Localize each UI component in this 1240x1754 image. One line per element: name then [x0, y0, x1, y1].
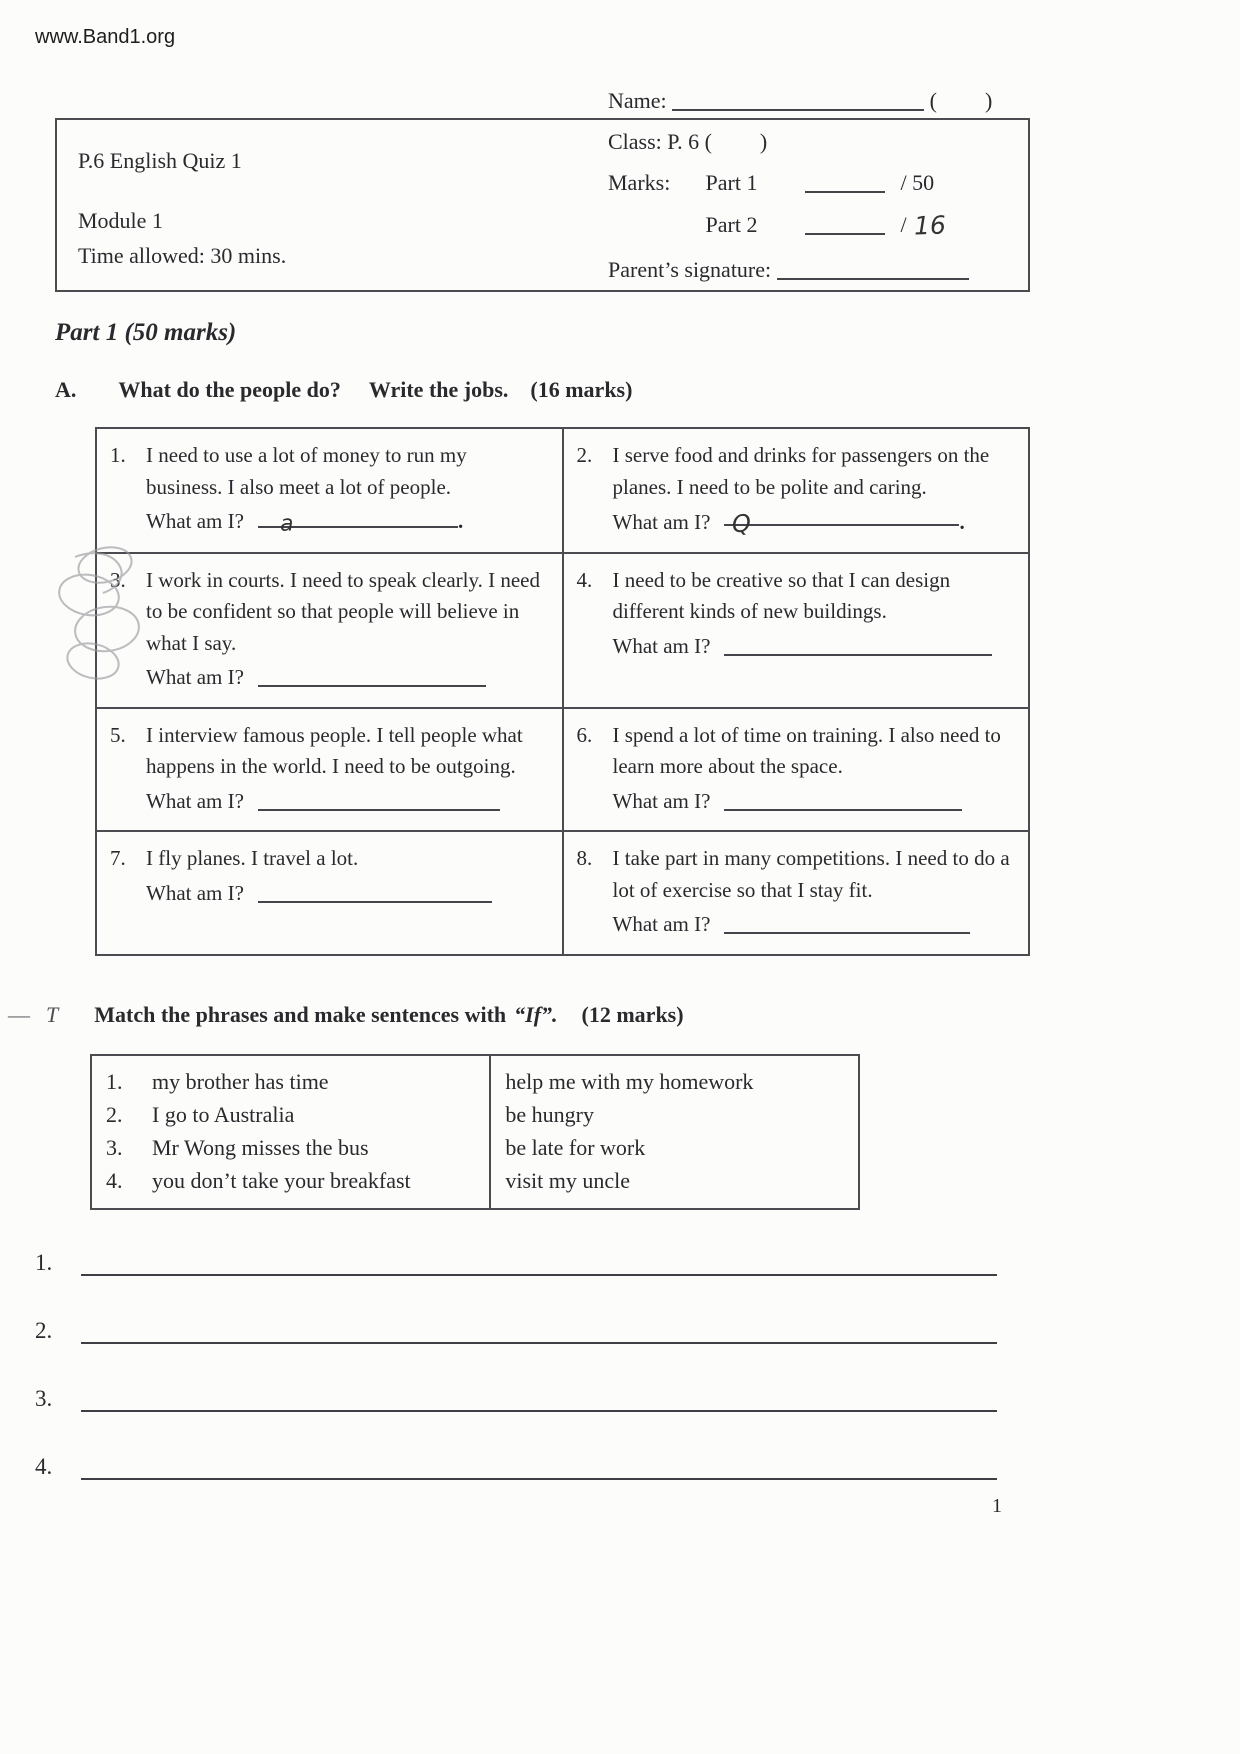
handwritten-part2-score: 16: [913, 210, 947, 241]
marks-label: Marks:: [608, 170, 671, 195]
what-am-i-prompt: What am I?: [146, 788, 244, 813]
answer-row: [35, 1318, 997, 1344]
marks-part2-line: [608, 211, 1058, 243]
scan-mark-dash: —: [8, 1001, 30, 1027]
what-am-i-prompt: What am I?: [612, 633, 711, 658]
jobs-table-wrap: [95, 427, 1030, 956]
job-number: 6.: [576, 722, 593, 747]
answer-writing-line: [81, 1318, 997, 1344]
answer-row: [35, 1386, 997, 1412]
job-item-8: [563, 831, 1030, 955]
name-line: [608, 88, 1058, 120]
answer-row: [35, 1454, 997, 1480]
answer-blank: [724, 914, 970, 934]
jobs-row-4: [96, 831, 1029, 955]
what-am-i-prompt: What am I?: [612, 788, 711, 813]
match-item-text: my brother has time: [152, 1068, 329, 1094]
part1-score-blank: [805, 173, 885, 193]
job-description: I interview famous people. I tell people what happens in the world. I need to be outgoing.: [146, 722, 523, 778]
answer-number: 2.: [35, 1317, 53, 1343]
header-right-column: [608, 88, 1058, 298]
trailing-period: .: [959, 510, 965, 534]
answer-blank: [724, 636, 992, 656]
class-label: Class: P. 6 (: [608, 129, 712, 154]
job-item-4: [563, 553, 1030, 708]
part1-title: Part 1 (50 marks): [55, 319, 237, 346]
match-left-item: [106, 1098, 475, 1131]
match-left-item: [106, 1065, 475, 1098]
job-description: I fly planes. I travel a lot.: [146, 846, 359, 870]
trailing-period: .: [457, 509, 464, 533]
match-left-item: [106, 1131, 475, 1164]
handwritten-answer: Q: [731, 509, 752, 539]
section-a-marks: (16 marks): [530, 377, 633, 402]
answer-number: 4.: [35, 1453, 53, 1479]
job-item-6: [563, 708, 1030, 832]
jobs-row-2: [96, 553, 1029, 708]
match-left-column: [91, 1055, 490, 1209]
part2-total: /: [900, 212, 907, 237]
sentence-answers: [35, 1250, 997, 1480]
answer-blank: [258, 667, 486, 687]
name-label: Name:: [608, 88, 667, 113]
job-description: I need to use a lot of money to run my business. I also meet a lot of people.: [146, 443, 467, 499]
job-item-5: [96, 708, 563, 832]
match-item-text: I go to Australia: [152, 1101, 295, 1127]
match-left-item: [106, 1164, 475, 1197]
part2-score-blank: [805, 215, 885, 235]
section-a-instruction: Write the jobs.: [368, 377, 509, 402]
match-item-number: 3.: [106, 1134, 123, 1160]
right-paren: ): [759, 129, 768, 154]
section-a-question: What do the people do?: [118, 377, 341, 402]
job-item-3: [96, 553, 563, 708]
handwritten-answer: a: [279, 511, 294, 537]
answer-writing-line: [81, 1250, 997, 1276]
if-word: “If”.: [514, 1001, 558, 1027]
answer-blank: [724, 506, 959, 539]
job-item-2: [563, 428, 1030, 553]
page-number: 1: [992, 1495, 1002, 1517]
job-number: 1.: [110, 443, 126, 467]
section-b-label: T: [46, 1001, 59, 1027]
answer-number: 1.: [35, 1249, 53, 1275]
job-description: I work in courts. I need to speak clearly. I need to be confident so that people will believe in what I say.: [146, 567, 540, 655]
job-number: 8.: [576, 846, 593, 870]
class-line: [608, 129, 1058, 161]
quiz-header: [0, 0, 1240, 305]
job-number: 3.: [110, 567, 126, 592]
marks-part1-line: [608, 170, 1058, 202]
part1-label: Part 1: [705, 170, 758, 195]
right-paren: ): [984, 88, 993, 113]
match-right-item: be late for work: [505, 1134, 646, 1160]
job-description: I need to be creative so that I can design different kinds of new buildings.: [612, 567, 951, 623]
answer-blank: [258, 883, 492, 903]
job-description: I serve food and drinks for passengers on the planes. I need to be polite and caring.: [612, 443, 990, 499]
answer-blank: [724, 791, 962, 811]
answer-number: 3.: [35, 1385, 53, 1411]
jobs-row-3: [96, 708, 1029, 832]
match-row: [91, 1055, 859, 1209]
what-am-i-prompt: What am I?: [146, 880, 244, 905]
match-item-number: 2.: [106, 1101, 123, 1127]
job-number: 7.: [110, 846, 126, 870]
jobs-row-1: [96, 428, 1029, 553]
match-item-text: you don’t take your breakfast: [152, 1167, 411, 1193]
job-number: 5.: [110, 722, 126, 747]
match-right-item: be hungry: [505, 1101, 594, 1127]
what-am-i-prompt: What am I?: [146, 665, 244, 689]
answer-row: [35, 1250, 997, 1276]
time-allowed-label: Time allowed: 30 mins.: [78, 243, 287, 268]
section-b-heading-row: [8, 1002, 1240, 1028]
part1-total: / 50: [900, 170, 935, 195]
jobs-table: [95, 427, 1030, 956]
left-paren: (: [929, 88, 937, 113]
job-number: 2.: [576, 443, 593, 467]
signature-line: [608, 257, 1058, 289]
job-description: I spend a lot of time on training. I also need to learn more about the space.: [612, 722, 1001, 778]
section-b-marks: (12 marks): [581, 1001, 684, 1027]
section-a-heading: [55, 377, 1240, 403]
module-label: Module 1: [78, 208, 163, 233]
quiz-title: P.6 English Quiz 1: [78, 148, 242, 173]
job-item-7: [96, 831, 563, 955]
match-right-column: [490, 1055, 859, 1209]
header-left-column: [78, 148, 286, 269]
answer-blank: [258, 508, 458, 537]
parent-signature-label: Parent’s signature:: [608, 257, 772, 282]
match-item-number: 4.: [106, 1167, 123, 1193]
section-b-heading: Match the phrases and make sentences with: [94, 1001, 507, 1027]
what-am-i-prompt: What am I?: [612, 912, 711, 936]
section-a-label: A.: [55, 377, 77, 402]
job-number: 4.: [576, 567, 593, 592]
job-item-1: [96, 428, 563, 553]
what-am-i-prompt: What am I?: [146, 509, 244, 533]
what-am-i-prompt: What am I?: [612, 510, 711, 534]
name-blank: [672, 91, 924, 111]
signature-blank: [777, 260, 969, 280]
match-item-number: 1.: [106, 1068, 123, 1094]
match-right-item: help me with my homework: [505, 1068, 754, 1094]
part2-label: Part 2: [705, 212, 758, 237]
answer-writing-line: [81, 1386, 997, 1412]
answer-blank: [258, 791, 500, 811]
answer-writing-line: [81, 1454, 997, 1480]
job-description: I take part in many competitions. I need to do a lot of exercise so that I stay fit.: [612, 846, 1010, 902]
match-table: [90, 1054, 860, 1210]
match-item-text: Mr Wong misses the bus: [152, 1134, 369, 1160]
match-right-item: visit my uncle: [505, 1167, 631, 1193]
site-watermark: www.Band1.org: [35, 26, 176, 48]
